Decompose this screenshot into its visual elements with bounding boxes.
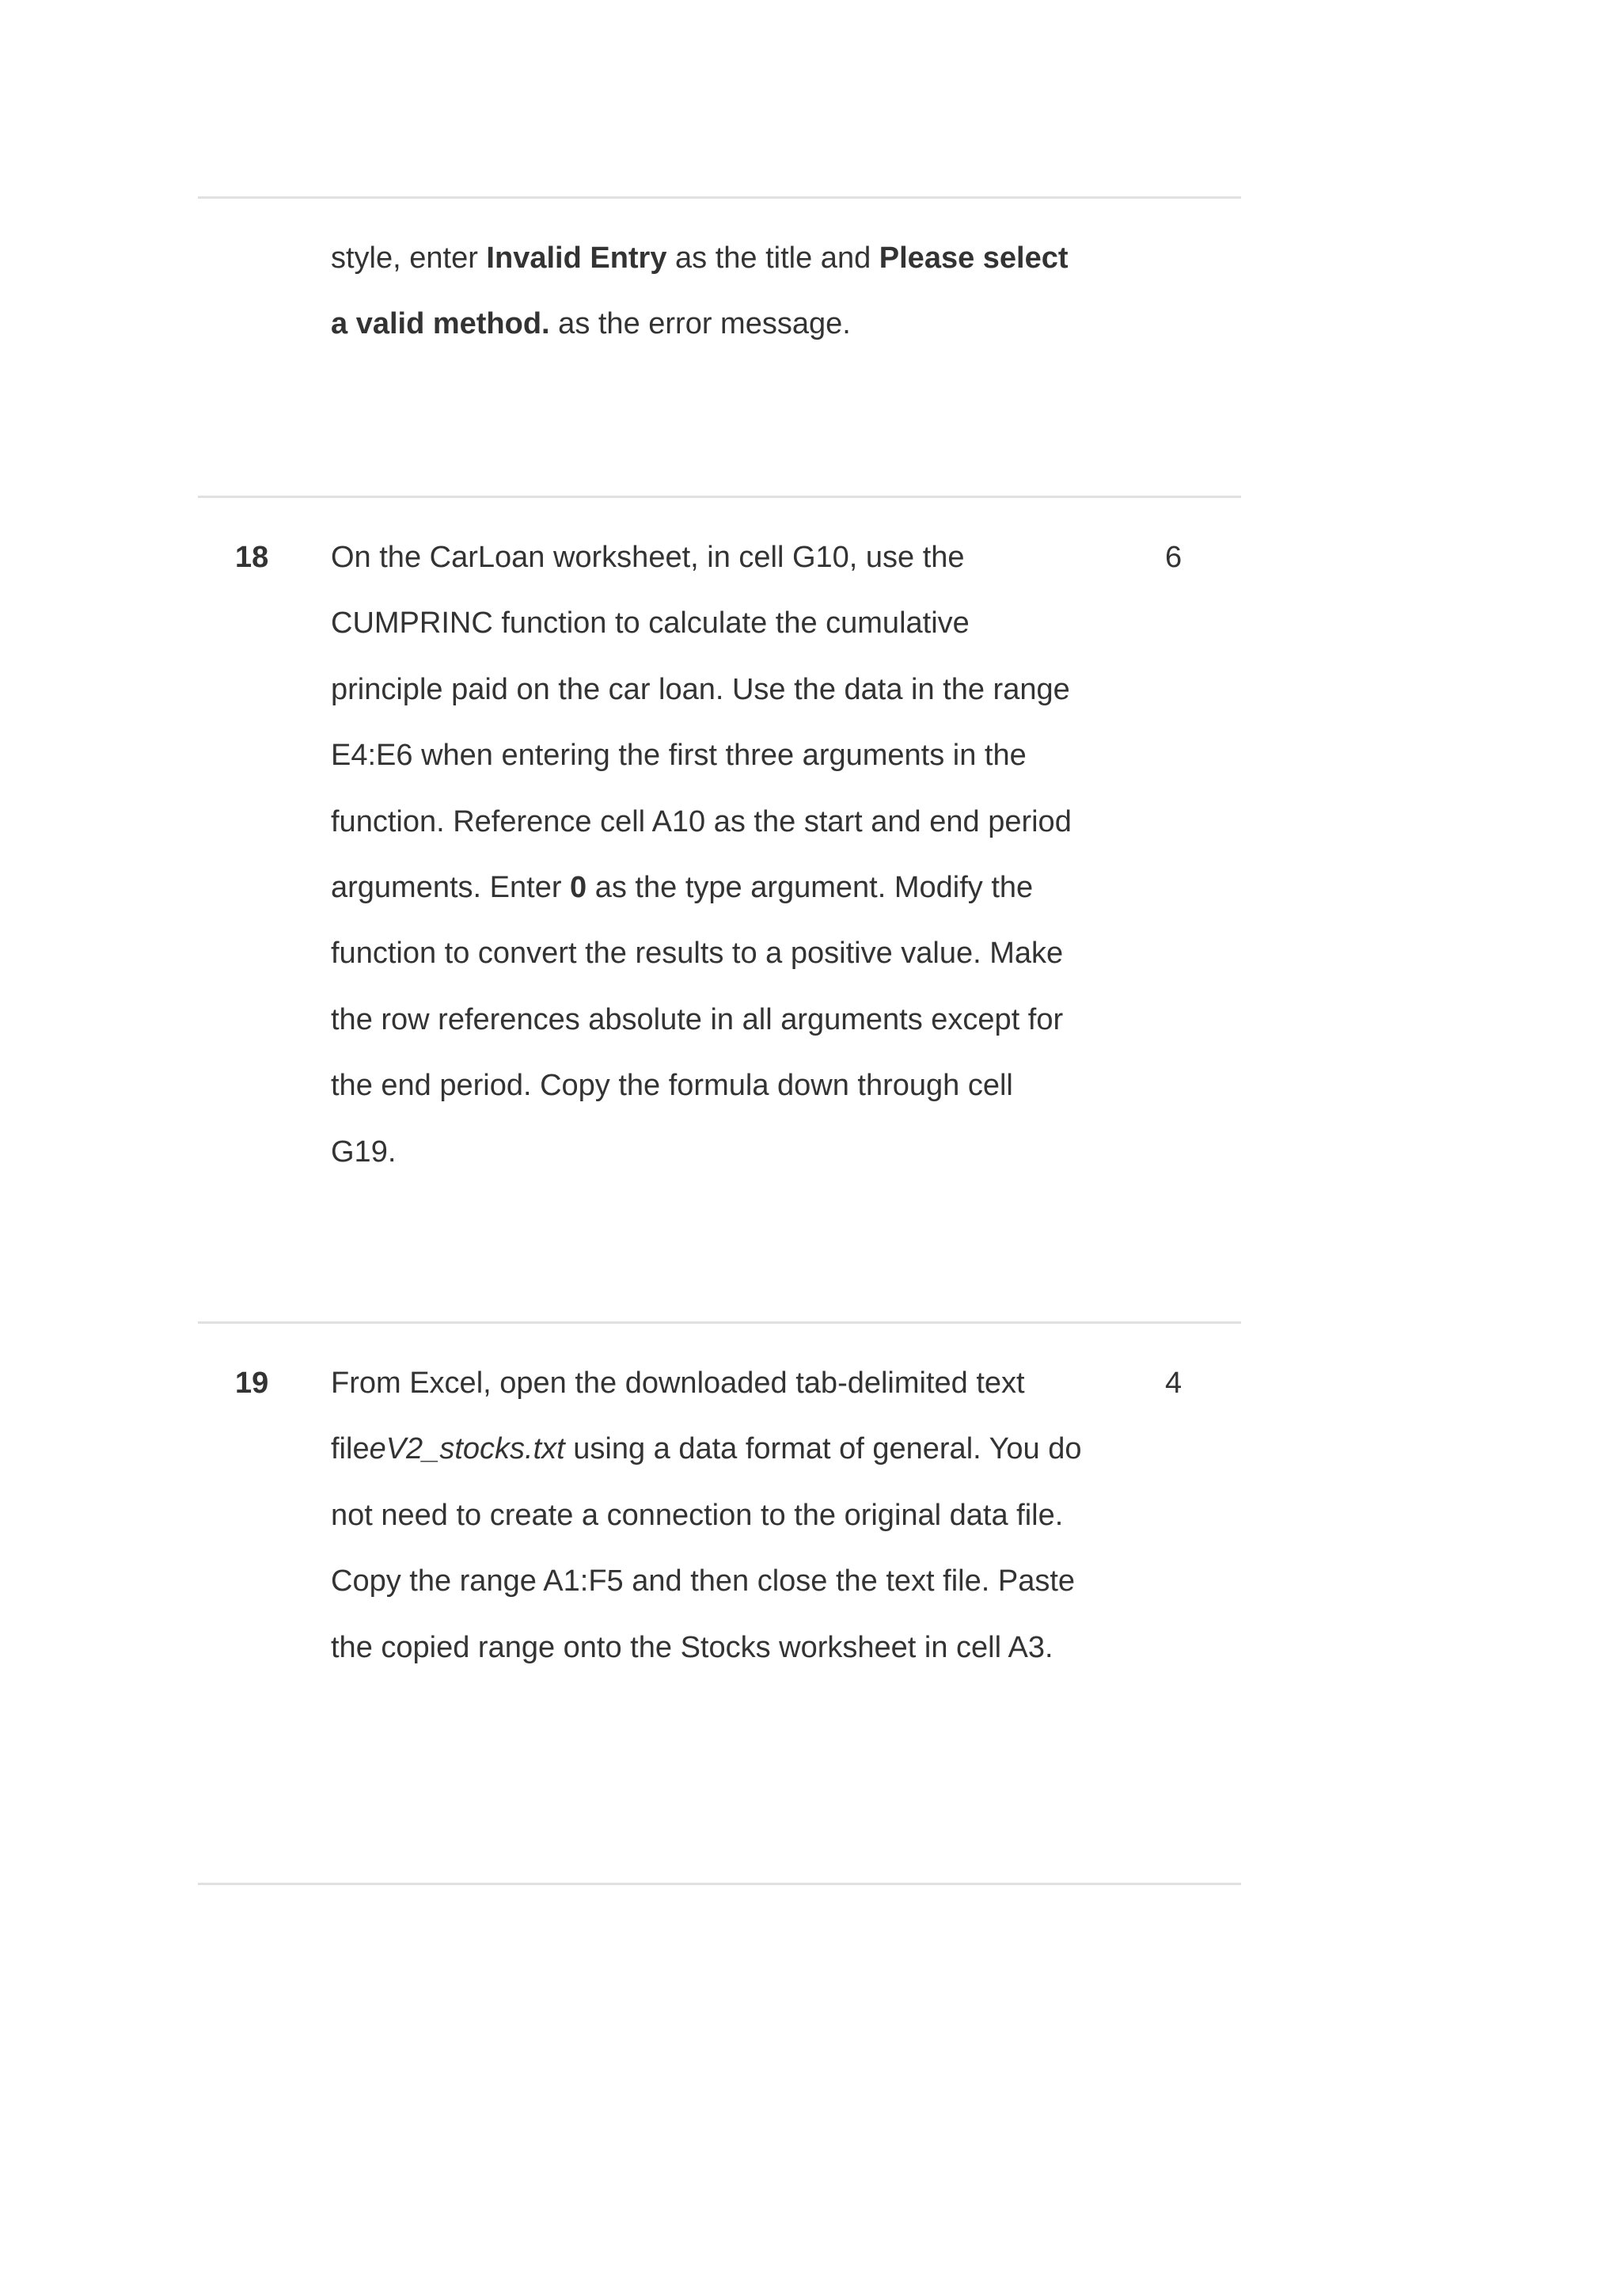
- step-text-segment: On the CarLoan worksheet, in cell G10, use the CUMPRINC function to calculate the cumulative principle paid on the car loan. Use the data in the range E4:E6 when entering the first three arguments in the function. Reference cell A10 as the start and end period arguments. Enter: [331, 541, 1072, 905]
- step-points: 4: [1165, 1367, 1183, 1400]
- step-number: 18: [235, 541, 269, 574]
- row-divider: [198, 1883, 1241, 1885]
- step-text-segment: as the type argument. Modify the function to convert the results to a positive value. Make the row references absolute in all arguments except for the end period. Copy the formula down through cell G19.: [331, 871, 1064, 1169]
- step-row-18: [198, 498, 1241, 1321]
- instructions-table: [198, 196, 1241, 1885]
- step-text: [331, 1351, 1083, 1681]
- step-text-segment: 0: [570, 871, 587, 905]
- step-number: 19: [235, 1367, 269, 1400]
- step-text-segment: Please select a valid method.: [331, 241, 1069, 341]
- step-text: [331, 226, 1083, 358]
- step-text-segment: as the error message.: [549, 307, 851, 341]
- step-text-segment: Invalid Entry: [486, 241, 667, 275]
- step-text-segment: From Excel, open the downloaded tab-delimited text file: [331, 1367, 1025, 1466]
- step-row-continuation: [198, 199, 1241, 496]
- step-points: 6: [1165, 541, 1183, 574]
- step-text-segment: eV2_stocks.txt: [369, 1432, 565, 1466]
- step-text-segment: style, enter: [331, 241, 487, 275]
- step-text: [331, 525, 1083, 1185]
- step-text-segment: as the title and: [666, 241, 879, 275]
- step-row-19: [198, 1324, 1241, 1883]
- step-text-segment: using a data format of general. You do not need to create a connection to the original data file. Copy the range A1:F5 and then close the text file. Paste the copied range onto the Stocks worksheet in cell A3.: [331, 1432, 1082, 1664]
